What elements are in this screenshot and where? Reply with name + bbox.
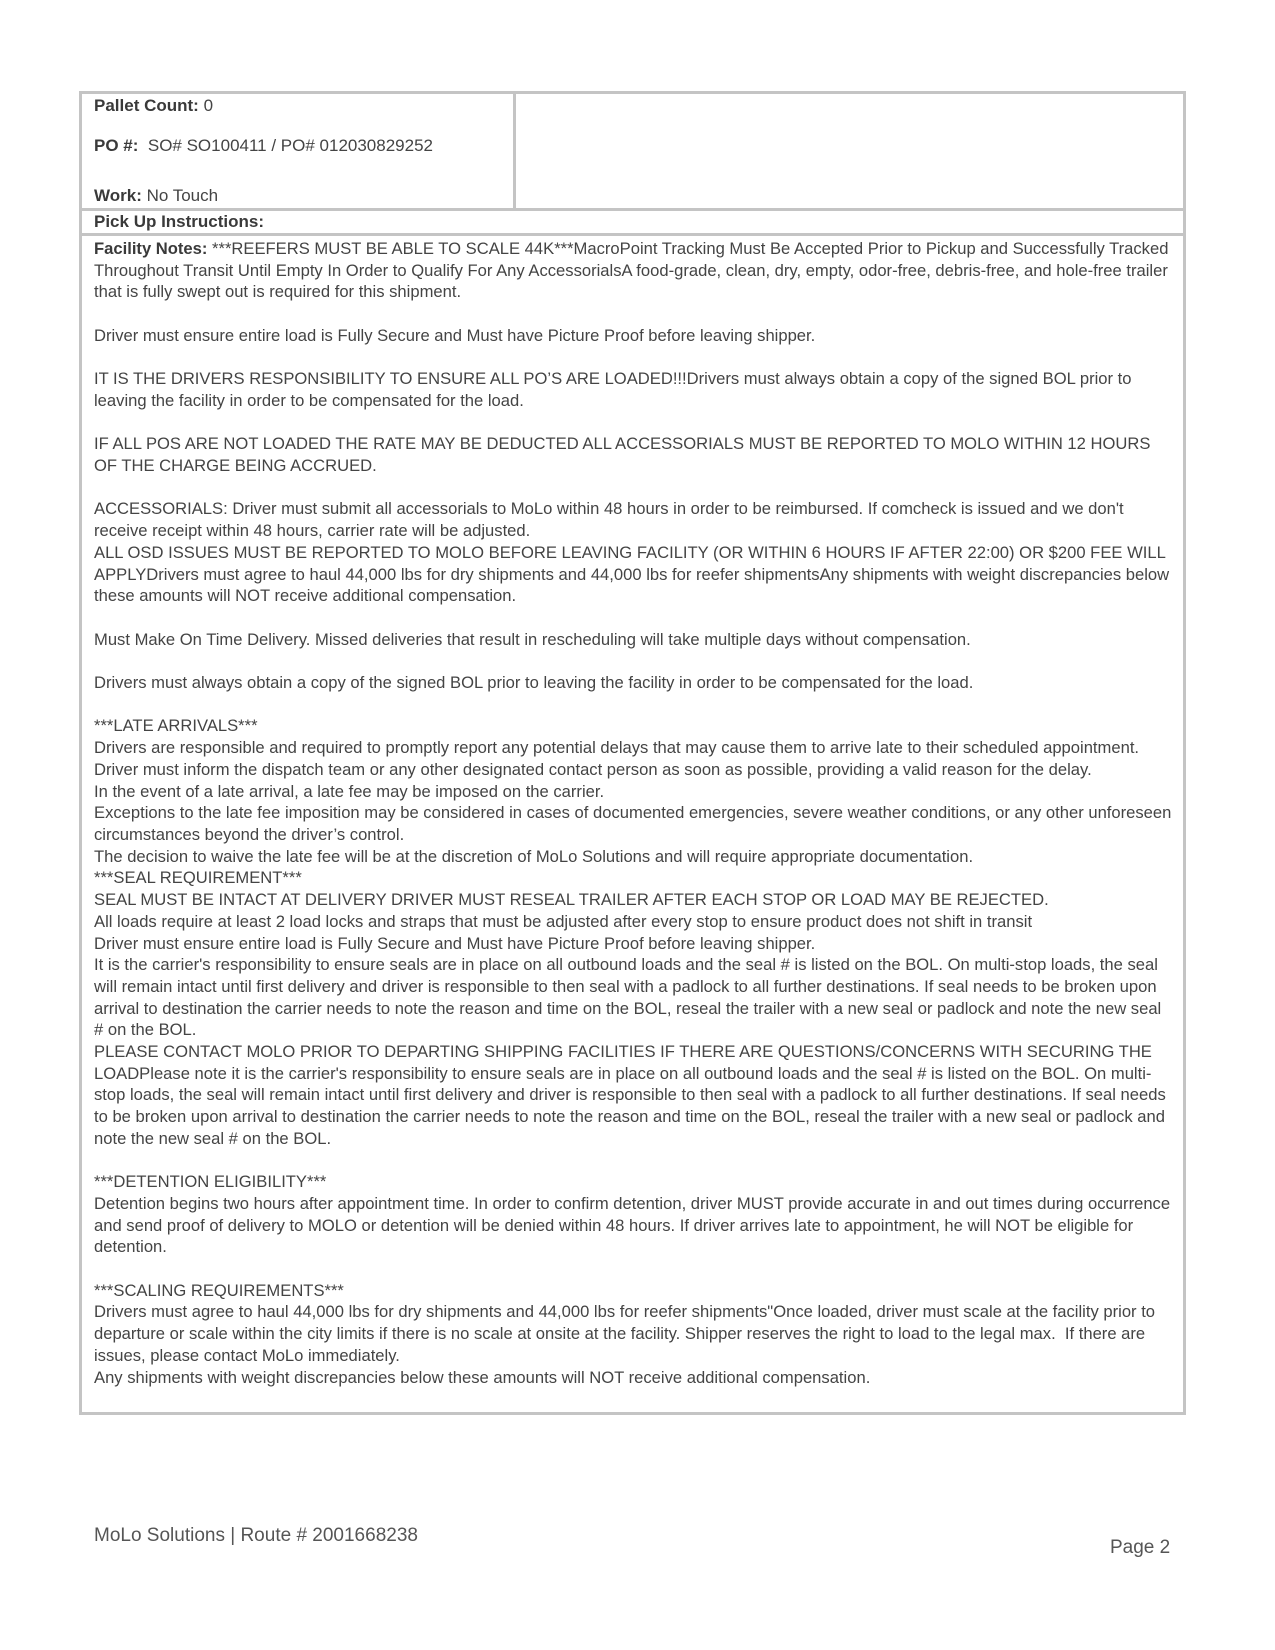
footer-route: MoLo Solutions | Route # 2001668238 bbox=[94, 1525, 418, 1546]
po-number bbox=[94, 136, 513, 156]
facility-notes-label: Facility Notes: bbox=[94, 239, 208, 258]
summary-cell bbox=[82, 94, 516, 208]
load-details-table bbox=[79, 91, 1186, 1415]
po-value: SO# SO100411 / PO# 012030829252 bbox=[138, 136, 433, 155]
empty-cell bbox=[516, 94, 1183, 208]
po-label: PO #: bbox=[94, 136, 139, 155]
summary-row bbox=[82, 94, 1183, 211]
work-type bbox=[94, 186, 513, 206]
work-label: Work: bbox=[94, 186, 142, 205]
facility-notes-text: ***REEFERS MUST BE ABLE TO SCALE 44K***MacroPoint Tracking Must Be Accepted Prior to Pickup and Successfully Tracked Throughout Transit Until Empty In Order to Qualify For Any AccessorialsA food-grade, clean, dry, empty, odor-free, debris-free, and hole-free trailer that is fully swept out is required for this shipment. Driver must ensure entire load is Fully Secure and Must have Picture Proof before leaving shipper. IT IS THE DRIVERS RESPONSIBILITY TO ENSURE ALL PO’S ARE LOADED!!!Drivers must always obtain a copy of the signed BOL prior to leaving the facility in order to be compensated for the load. IF ALL POS ARE NOT LOADED THE RATE MAY BE DEDUCTED ALL ACCESSORIALS MUST BE REPORTED TO MOLO WITHIN 12 HOURS OF THE CHARGE BEING ACCRUED. ACCESSORIALS: Driver must submit all accessorials to MoLo within 48 hours in order to be reimbursed. If comcheck is issued and we don't receive receipt within 48 hours, carrier rate will be adjusted. ALL OSD ISSUES MUST BE REPORTED TO MOLO BEFORE LEAVING FACILITY (OR WITHIN 6 HOURS IF AFTER 22:00) OR $200 FEE WILL APPLYDrivers must agree to haul 44,000 lbs for dry shipments and 44,000 lbs for reefer shipmentsAny shipments with weight discrepancies below these amounts will NOT receive additional compensation. Must Make On Time Delivery. Missed deliveries that result in rescheduling will take multiple days without compensation. Drivers must always obtain a copy of the signed BOL prior to leaving the facility in order to be compensated for the load. ***LATE ARRIVALS*** Drivers are responsible and required to promptly report any potential delays that may cause them to arrive late to their scheduled appointment. Driver must inform the dispatch team or any other designated contact person as soon as possible, providing a valid reason for the delay. In the event of a late arrival, a late fee may be imposed on the carrier. Exceptions to the late fee imposition may be considered in cases of documented emergencies, severe weather conditions, or any other unforeseen circumstances beyond the driver’s control. The decision to waive the late fee will be at the discretion of MoLo Solutions and will require appropriate documentation. ***SEAL REQUIREMENT*** SEAL MUST BE INTACT AT DELIVERY DRIVER MUST RESEAL TRAILER AFTER EACH STOP OR LOAD MAY BE REJECTED. All loads require at least 2 load locks and straps that must be adjusted after every stop to ensure product does not shift in transit Driver must ensure entire load is Fully Secure and Must have Picture Proof before leaving shipper. It is the carrier's responsibility to ensure seals are in place on all outbound loads and the seal # is listed on the BOL. On multi-stop loads, the seal will remain intact until first delivery and driver is responsible to then seal with a padlock to all further destinations. If seal needs to be broken upon arrival to destination the carrier needs to note the reason and time on the BOL, reseal the trailer with a new seal or padlock and note the new seal # on the BOL. PLEASE CONTACT MOLO PRIOR TO DEPARTING SHIPPING FACILITIES IF THERE ARE QUESTIONS/CONCERNS WITH SECURING THE LOADPlease note it is the carrier's responsibility to ensure seals are in place on all outbound loads and the seal # is listed on the BOL. On multi-stop loads, the seal will remain intact until first delivery and driver is responsible to then seal with a padlock to all further destinations. If seal needs to be broken upon arrival to destination the carrier needs to note the reason and time on the BOL, reseal the trailer with a new seal or padlock and note the new seal # on the BOL. ***DETENTION ELIGIBILITY*** Detention begins two hours after appointment time. In order to confirm detention, driver MUST provide accurate in and out times during occurrence and send proof of delivery to MOLO or detention will be denied within 48 hours. If driver arrives late to appointment, he will NOT be eligible for detention. ***SCALING REQUIREMENTS*** Drivers must agree to haul 44,000 lbs for dry shipments and 44,000 lbs for reefer shipments"Once loaded, driver must scale at the facility prior to departure or scale within the city limits if there is no scale at onsite at the facility. Shipper reserves the right to load to the legal max. If there are issues, please contact MoLo immediately. Any shipments with weight discrepancies below these amounts will NOT receive additional compensation. bbox=[94, 239, 1172, 1387]
pallet-count-value: 0 bbox=[198, 96, 214, 115]
pallet-count-label: Pallet Count: bbox=[94, 96, 199, 115]
pallet-count bbox=[94, 96, 513, 116]
work-value: No Touch bbox=[141, 186, 219, 205]
page-number: Page 2 bbox=[1110, 1537, 1171, 1558]
facility-notes bbox=[82, 236, 1183, 1412]
pickup-instructions-header: Pick Up Instructions: bbox=[82, 211, 1183, 236]
